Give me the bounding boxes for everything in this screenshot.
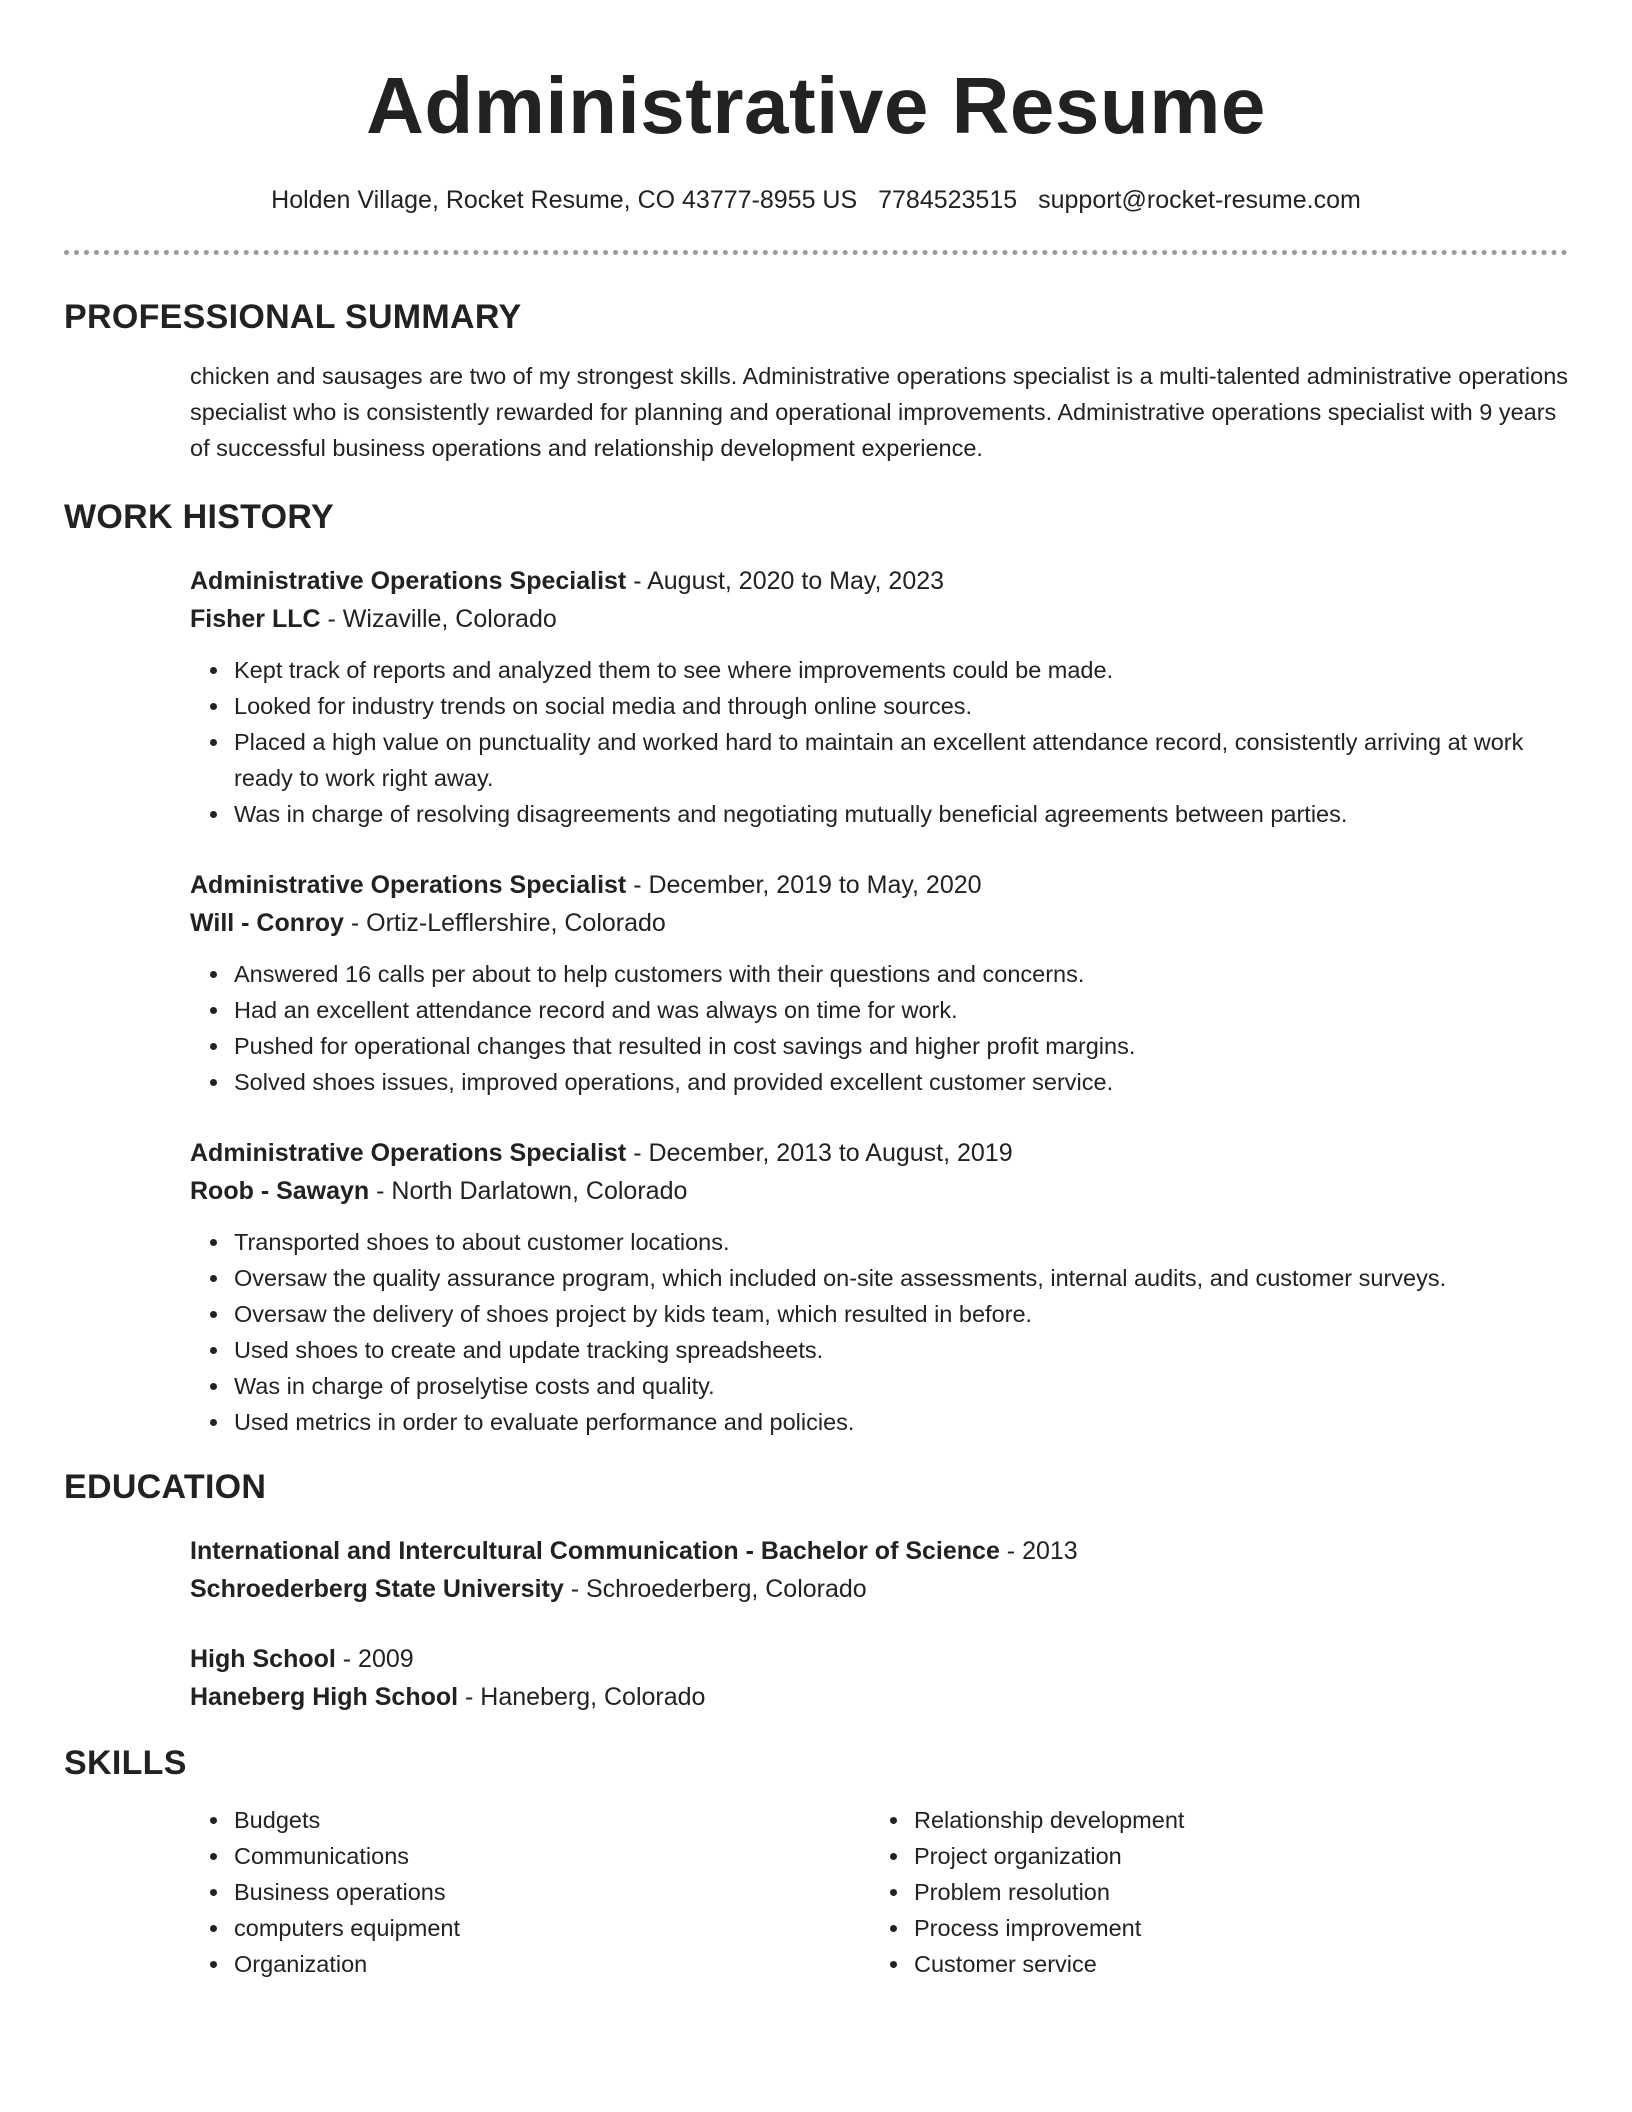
education-degree: International and Intercultural Communication - Bachelor of Science (190, 1537, 1000, 1565)
job-company: Roob - Sawayn (190, 1177, 370, 1205)
contact-address: Holden Village, Rocket Resume, CO 43777-8955 US (271, 186, 858, 214)
job-role-line (190, 866, 1568, 904)
job-company-line (190, 904, 1568, 942)
summary-text: chicken and sausages are two of my strongest skills. Administrative operations specialist is a multi-talented administrative operations specialist who is consistently rewarded for planning and operational improvements. Administrative operations specialist with 9 years of successful business operations and relationship development experience. (190, 363, 1569, 461)
header-divider (64, 250, 1568, 255)
skill-item: Customer service (914, 1946, 1550, 1982)
job-company-line (190, 1172, 1568, 1210)
education-school: Schroederberg State University (190, 1575, 564, 1603)
list-item: Solved shoes issues, improved operations, and provided excellent customer service. (234, 1064, 1568, 1100)
skills-list (190, 1802, 870, 1982)
education-year: - 2009 (335, 1645, 414, 1673)
skills-column-right (870, 1802, 1550, 1982)
job-dates: - December, 2019 to May, 2020 (626, 871, 982, 899)
job-dates: - December, 2013 to August, 2019 (626, 1139, 1013, 1167)
list-item: Oversaw the quality assurance program, which included on-site assessments, internal audits, and customer surveys. (234, 1260, 1568, 1296)
resume-header (0, 0, 1632, 216)
list-item: Used shoes to create and update tracking spreadsheets. (234, 1332, 1568, 1368)
education-entry (64, 1640, 1568, 1716)
list-item: Kept track of reports and analyzed them to see where improvements could be made. (234, 652, 1568, 688)
job-role: Administrative Operations Specialist (190, 871, 627, 899)
education-degree-line (190, 1532, 1568, 1570)
skills-list (870, 1802, 1550, 1982)
summary-heading: PROFESSIONAL SUMMARY (64, 298, 522, 336)
skills-heading: SKILLS (64, 1744, 187, 1782)
job-bullets (190, 1224, 1568, 1440)
resume-content (64, 296, 1568, 1982)
education-location: - Haneberg, Colorado (458, 1683, 706, 1711)
resume-title: Administrative Resume (366, 61, 1266, 150)
job-location: - Ortiz-Lefflershire, Colorado (343, 909, 666, 937)
education-heading: EDUCATION (64, 1468, 267, 1506)
list-item: Oversaw the delivery of shoes project by kids team, which resulted in before. (234, 1296, 1568, 1332)
list-item: Transported shoes to about customer locations. (234, 1224, 1568, 1260)
skill-item: Process improvement (914, 1910, 1550, 1946)
list-item: Pushed for operational changes that resulted in cost savings and higher profit margins. (234, 1028, 1568, 1064)
job-dates: - August, 2020 to May, 2023 (626, 567, 945, 595)
job-role: Administrative Operations Specialist (190, 1139, 627, 1167)
job-company-line (190, 600, 1568, 638)
skills-column-left (190, 1802, 870, 1982)
education-degree-line (190, 1640, 1568, 1678)
job-bullets (190, 956, 1568, 1100)
job-role: Administrative Operations Specialist (190, 567, 627, 595)
skills-section (64, 1742, 1568, 1982)
education-school-line (190, 1678, 1568, 1716)
skill-item: Relationship development (914, 1802, 1550, 1838)
skill-item: Problem resolution (914, 1874, 1550, 1910)
skill-item: Budgets (234, 1802, 870, 1838)
work-section (64, 496, 1568, 1440)
list-item: Was in charge of proselytise costs and quality. (234, 1368, 1568, 1404)
list-item: Was in charge of resolving disagreements and negotiating mutually beneficial agreements between parties. (234, 796, 1568, 832)
job-entry (64, 866, 1568, 1100)
work-heading: WORK HISTORY (64, 498, 334, 536)
skill-item: Business operations (234, 1874, 870, 1910)
skill-item: Organization (234, 1946, 870, 1982)
education-school-line (190, 1570, 1568, 1608)
education-section (64, 1466, 1568, 1716)
list-item: Placed a high value on punctuality and worked hard to maintain an excellent attendance record, consistently arriving at work ready to work right away. (234, 724, 1568, 796)
job-entry (64, 1134, 1568, 1440)
skill-item: computers equipment (234, 1910, 870, 1946)
contact-email[interactable]: support@rocket-resume.com (1038, 186, 1361, 214)
skill-item: Project organization (914, 1838, 1550, 1874)
list-item: Answered 16 calls per about to help customers with their questions and concerns. (234, 956, 1568, 992)
skill-item: Communications (234, 1838, 870, 1874)
job-bullets (190, 652, 1568, 832)
education-year: - 2013 (999, 1537, 1078, 1565)
education-entry (64, 1532, 1568, 1608)
summary-section (64, 296, 1568, 466)
list-item: Looked for industry trends on social media and through online sources. (234, 688, 1568, 724)
education-location: - Schroederberg, Colorado (563, 1575, 867, 1603)
contact-phone: 7784523515 (878, 186, 1018, 214)
education-degree: High School (190, 1645, 336, 1673)
contact-line (0, 184, 1632, 216)
job-role-line (190, 1134, 1568, 1172)
list-item: Had an excellent attendance record and was always on time for work. (234, 992, 1568, 1028)
job-company: Fisher LLC (190, 605, 321, 633)
job-entry (64, 562, 1568, 832)
skills-grid (64, 1802, 1568, 1982)
education-school: Haneberg High School (190, 1683, 459, 1711)
job-location: - North Darlatown, Colorado (369, 1177, 688, 1205)
job-company: Will - Conroy (190, 909, 344, 937)
list-item: Used metrics in order to evaluate performance and policies. (234, 1404, 1568, 1440)
job-role-line (190, 562, 1568, 600)
job-location: - Wizaville, Colorado (320, 605, 557, 633)
